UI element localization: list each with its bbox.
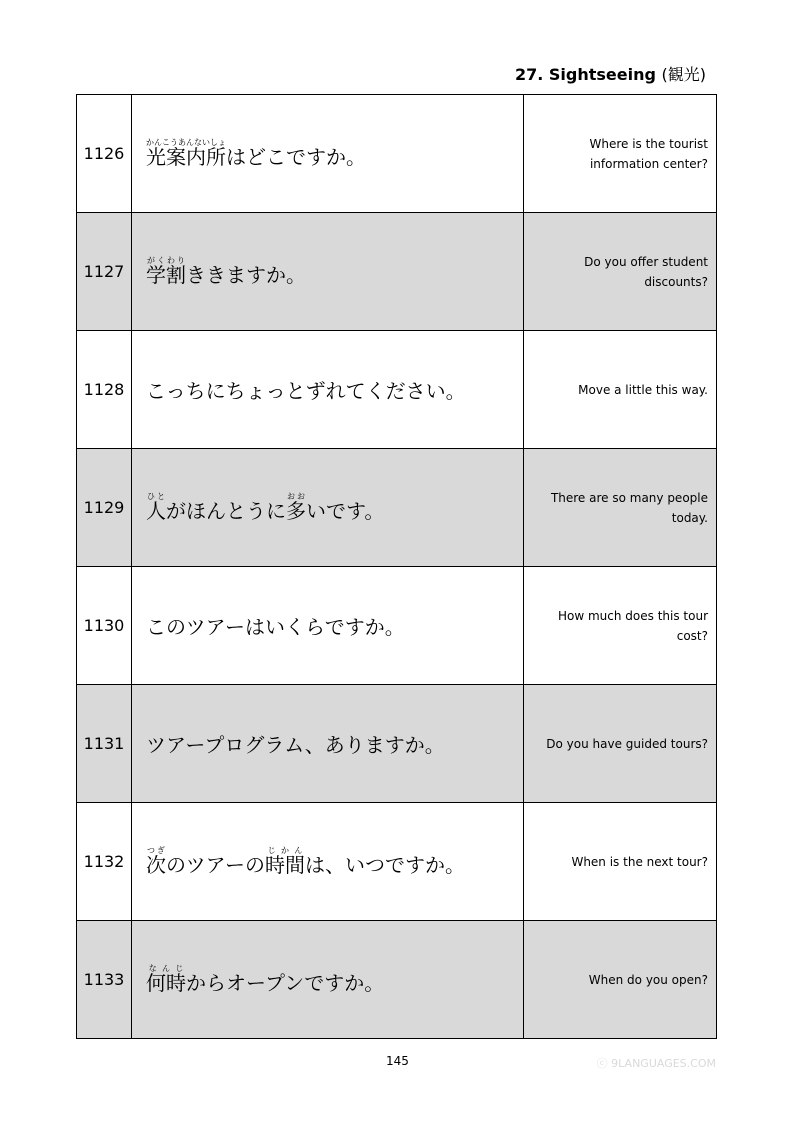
ruby-word [146, 491, 166, 523]
english-translation: Do you have guided tours? [524, 685, 717, 803]
ruby-base: 何時 [146, 970, 186, 995]
ruby-base: 多 [286, 498, 306, 523]
phrase-text: がほんとうに [166, 498, 286, 523]
english-translation: How much does this tour cost? [524, 567, 717, 685]
phrase-table-body [77, 95, 717, 1039]
ruby-word [146, 137, 226, 169]
page-number: 145 [386, 1054, 409, 1068]
table-row [77, 685, 717, 803]
table-row [77, 921, 717, 1039]
english-translation: Move a little this way. [524, 331, 717, 449]
ruby-base: 学割 [146, 262, 186, 287]
phrase-number: 1131 [77, 685, 132, 803]
phrase-text: こっちにちょっとずれてください。 [146, 379, 466, 403]
phrase-number: 1133 [77, 921, 132, 1039]
phrase-table [76, 94, 717, 1039]
furigana: つぎ [146, 845, 166, 855]
english-translation: Do you offer student discounts? [524, 213, 717, 331]
english-translation: When is the next tour? [524, 803, 717, 921]
table-row [77, 213, 717, 331]
section-header [515, 62, 706, 85]
phrase-text: このツアーはいくらですか。 [146, 615, 405, 639]
furigana: なんじ [146, 963, 186, 973]
table-row [77, 95, 717, 213]
section-title: 27. Sightseeing [514, 65, 656, 84]
watermark: ⓒ 9LANGUAGES.COM [596, 1057, 716, 1070]
ruby-base: 次 [146, 852, 166, 877]
furigana: がくわり [146, 255, 186, 265]
furigana: ひと [146, 491, 166, 501]
table-row [77, 567, 717, 685]
phrase-number: 1129 [77, 449, 132, 567]
phrase-text: は、いつですか。 [305, 852, 465, 877]
phrase-text: ききますか。 [186, 262, 306, 287]
table-row [77, 331, 717, 449]
japanese-phrase [132, 567, 524, 685]
ruby-base: 人 [146, 498, 166, 523]
ruby-word [146, 845, 166, 877]
phrase-text: ツアープログラム、ありますか。 [146, 733, 445, 757]
ruby-word [265, 845, 305, 877]
ruby-word [146, 255, 186, 287]
furigana: じかん [265, 845, 305, 855]
japanese-phrase [132, 921, 524, 1039]
japanese-phrase [132, 685, 524, 803]
ruby-word [286, 491, 306, 523]
phrase-number: 1130 [77, 567, 132, 685]
phrase-number: 1132 [77, 803, 132, 921]
japanese-phrase [132, 95, 524, 213]
japanese-phrase [132, 331, 524, 449]
ruby-base: 時間 [265, 852, 305, 877]
phrase-text: はどこですか。 [226, 144, 366, 169]
english-translation: There are so many people today. [524, 449, 717, 567]
phrase-number: 1126 [77, 95, 132, 213]
section-title-japanese: (観光) [661, 65, 706, 84]
ruby-base: 光案内所 [146, 144, 226, 169]
japanese-phrase [132, 449, 524, 567]
phrase-text: のツアーの [166, 852, 265, 877]
english-translation: When do you open? [524, 921, 717, 1039]
phrase-number: 1128 [77, 331, 132, 449]
japanese-phrase [132, 803, 524, 921]
ruby-word [146, 963, 186, 995]
table-row [77, 449, 717, 567]
phrase-text: からオープンですか。 [186, 970, 385, 995]
furigana: おお [286, 491, 306, 501]
english-translation: Where is the tourist information center? [524, 95, 717, 213]
phrase-text: いです。 [306, 498, 385, 523]
furigana: かんこうあんないしょ [146, 137, 226, 147]
phrase-number: 1127 [77, 213, 132, 331]
japanese-phrase [132, 213, 524, 331]
table-row [77, 803, 717, 921]
